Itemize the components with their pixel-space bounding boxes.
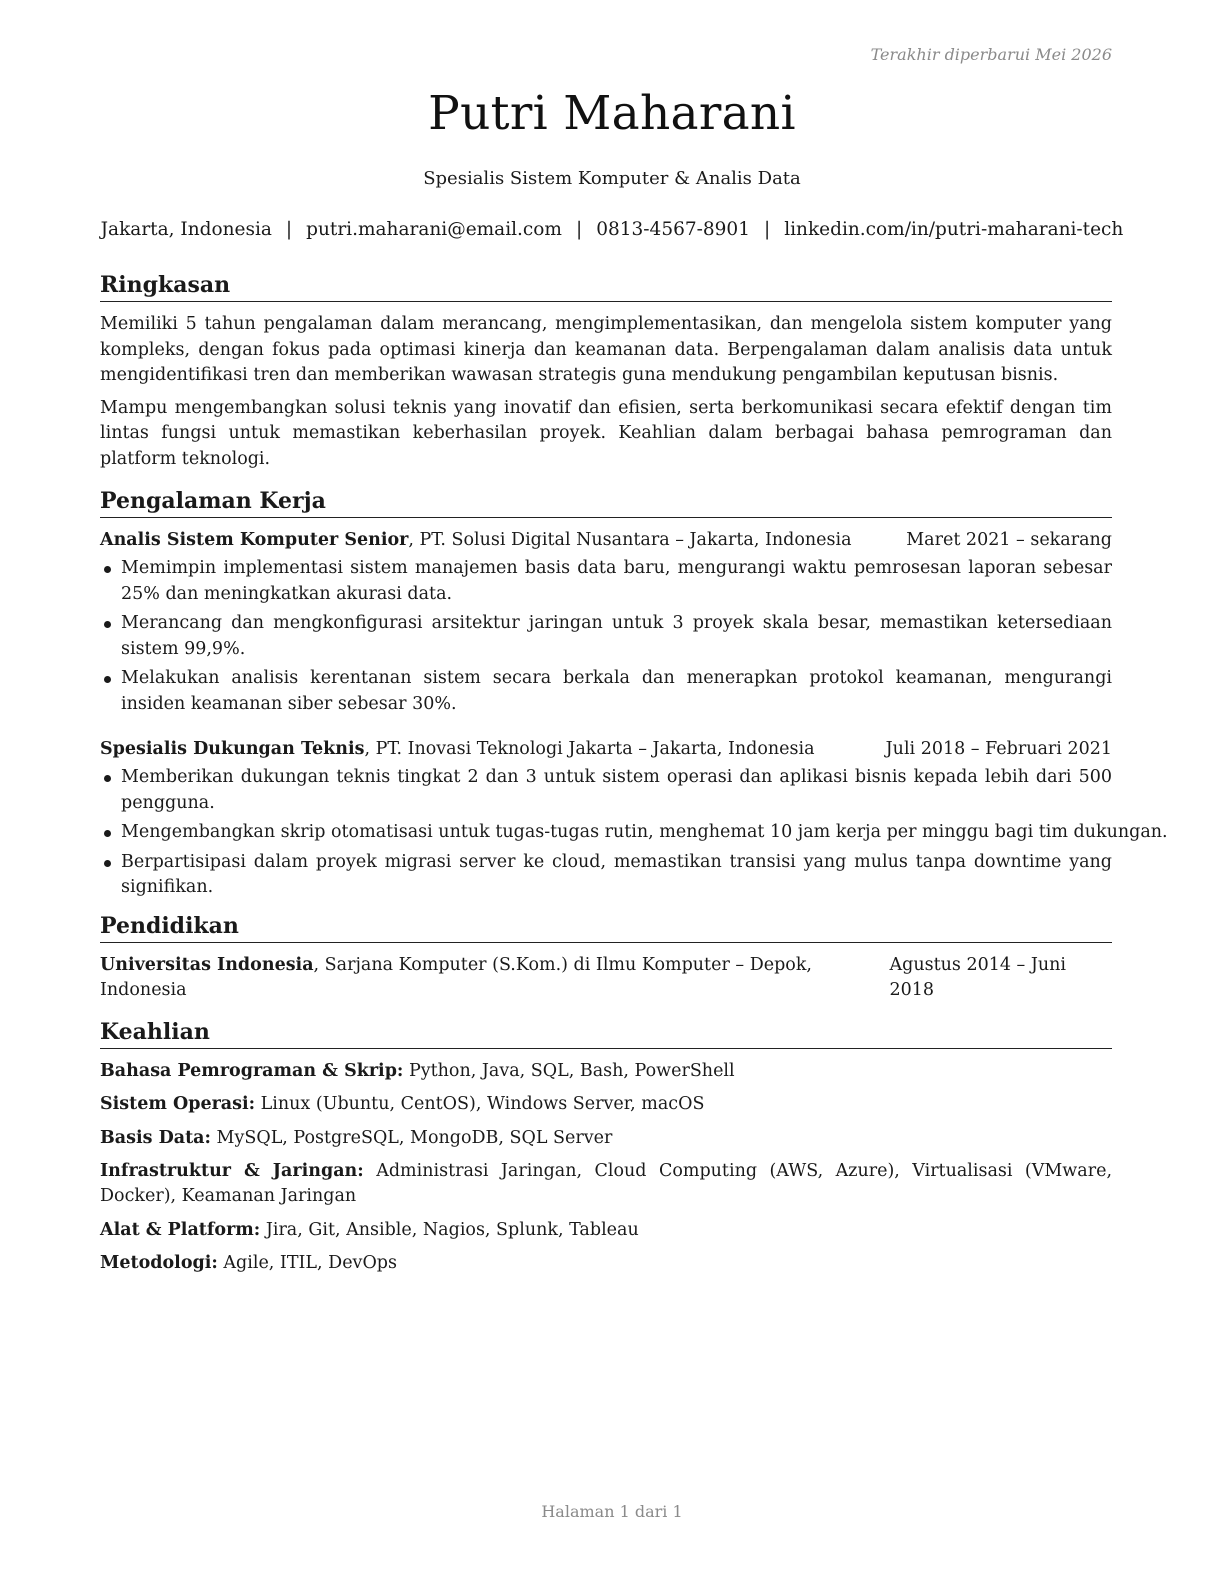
job-bullet: Merancang dan mengkonfigurasi arsitektur jaringan untuk 3 proyek skala besar, memastikan ketersediaan sistem 99,9%. bbox=[100, 611, 1112, 662]
skill-label: Bahasa Pemrograman & Skrip: bbox=[100, 1060, 404, 1081]
summary-section bbox=[100, 270, 1112, 472]
education-section bbox=[100, 911, 1112, 1003]
contact-phone: 0813-4567-8901 bbox=[596, 219, 750, 240]
job-bullet: Mengembangkan skrip otomatisasi untuk tugas-tugas rutin, menghemat 10 jam kerja per minggu bagi tim dukungan. bbox=[100, 820, 1112, 846]
job-bullet: Melakukan analisis kerentanan sistem secara berkala dan menerapkan protokol keamanan, mengurangi insiden keamanan siber sebesar 30%. bbox=[100, 666, 1112, 717]
job-bullet: Berpartisipasi dalam proyek migrasi server ke cloud, memastikan transisi yang mulus tanpa downtime yang signifikan. bbox=[100, 850, 1112, 901]
job-dates: Juli 2018 – Februari 2021 bbox=[885, 739, 1112, 759]
skill-row bbox=[100, 1159, 1112, 1209]
job-dates: Maret 2021 – sekarang bbox=[906, 530, 1112, 550]
education-entry bbox=[100, 953, 1112, 1003]
skills-section bbox=[100, 1017, 1112, 1277]
skill-label: Infrastruktur & Jaringan: bbox=[100, 1161, 364, 1181]
job-role-company bbox=[100, 737, 815, 762]
skill-label: Alat & Platform: bbox=[100, 1219, 261, 1240]
education-school: Universitas Indonesia bbox=[100, 954, 314, 975]
section-title-experience: Pengalaman Kerja bbox=[100, 486, 1112, 518]
summary-paragraph: Mampu mengembangkan solusi teknis yang inovatif dan efisien, serta berkomunikasi secara efektif dengan tim lintas fungsi untuk memastikan keberhasilan proyek. Keahlian dalam berbagai bahasa pemrograman dan platform teknologi. bbox=[100, 397, 1112, 469]
education-dates: Agustus 2014 – Juni 2018 bbox=[889, 954, 1067, 1000]
job-bullet: Memberikan dukungan teknis tingkat 2 dan 3 untuk sistem operasi dan aplikasi bisnis kepada lebih dari 500 pengguna. bbox=[100, 765, 1112, 816]
job-role: Spesialis Dukungan Teknis bbox=[100, 739, 365, 759]
education-detail: , Sarjana Komputer (S.Kom.) di Ilmu Komputer – Depok, Indonesia bbox=[100, 954, 812, 1000]
candidate-name: Putri Maharani bbox=[428, 86, 796, 141]
job-header bbox=[100, 737, 1112, 762]
contact-line bbox=[0, 219, 1224, 240]
job-bullets bbox=[100, 765, 1168, 901]
section-title-skills: Keahlian bbox=[100, 1017, 1112, 1049]
skill-value: Agile, ITIL, DevOps bbox=[217, 1253, 397, 1273]
job-role: Analis Sistem Komputer Senior bbox=[100, 530, 409, 550]
page-number: Halaman 1 dari 1 bbox=[541, 1502, 683, 1521]
contact-email[interactable]: putri.maharani@email.com bbox=[306, 219, 562, 240]
job-entry bbox=[100, 528, 1112, 717]
skill-value: MySQL, PostgreSQL, MongoDB, SQL Server bbox=[210, 1127, 613, 1148]
skill-row bbox=[100, 1059, 1112, 1084]
candidate-title: Spesialis Sistem Komputer & Analis Data bbox=[423, 168, 801, 189]
skill-label: Basis Data: bbox=[100, 1127, 211, 1148]
experience-section bbox=[100, 486, 1168, 901]
skill-row bbox=[100, 1092, 1112, 1117]
skill-label: Sistem Operasi: bbox=[100, 1094, 256, 1114]
job-company: , PT. Inovasi Teknologi Jakarta – Jakarta, Indonesia bbox=[364, 739, 815, 759]
job-header bbox=[100, 528, 1112, 553]
section-title-summary: Ringkasan bbox=[100, 270, 1112, 302]
last-updated-note: Terakhir diperbarui Mei 2026 bbox=[870, 45, 1112, 64]
skill-value: Python, Java, SQL, Bash, PowerShell bbox=[403, 1060, 735, 1081]
skill-row bbox=[100, 1218, 1112, 1243]
section-title-education: Pendidikan bbox=[100, 911, 1112, 943]
job-bullets bbox=[100, 556, 1112, 717]
contact-separator: | bbox=[763, 219, 771, 240]
job-bullet: Memimpin implementasi sistem manajemen basis data baru, mengurangi waktu pemrosesan laporan sebesar 25% dan meningkatkan akurasi data. bbox=[100, 556, 1112, 607]
contact-location: Jakarta, Indonesia bbox=[100, 219, 272, 240]
skill-label: Metodologi: bbox=[100, 1253, 218, 1273]
job-entry bbox=[100, 737, 1168, 901]
skill-row bbox=[100, 1251, 1112, 1276]
skill-row bbox=[100, 1126, 1112, 1151]
contact-linkedin[interactable]: linkedin.com/in/putri-maharani-tech bbox=[784, 219, 1124, 240]
resume-body bbox=[100, 270, 1168, 1285]
job-role-company bbox=[100, 528, 852, 553]
job-company: , PT. Solusi Digital Nusantara – Jakarta, Indonesia bbox=[408, 530, 852, 550]
skill-value: Jira, Git, Ansible, Nagios, Splunk, Tableau bbox=[260, 1219, 639, 1240]
skill-value: Administrasi Jaringan, Cloud Computing (AWS, Azure), Virtualisasi (VMware, Docker), Keamanan Jaringan bbox=[100, 1161, 1113, 1206]
contact-separator: | bbox=[575, 219, 583, 240]
education-school-detail bbox=[100, 953, 890, 1003]
summary-paragraph: Memiliki 5 tahun pengalaman dalam merancang, mengimplementasikan, dan mengelola sistem komputer yang kompleks, dengan fokus pada optimasi kinerja dan keamanan data. Berpengalaman dalam analisis data untuk mengidentifikasi tren dan memberikan wawasan strategis guna mendukung pengambilan keputusan bisnis. bbox=[100, 314, 1112, 385]
contact-separator: | bbox=[285, 219, 293, 240]
skill-value: Linux (Ubuntu, CentOS), Windows Server, macOS bbox=[255, 1094, 705, 1114]
